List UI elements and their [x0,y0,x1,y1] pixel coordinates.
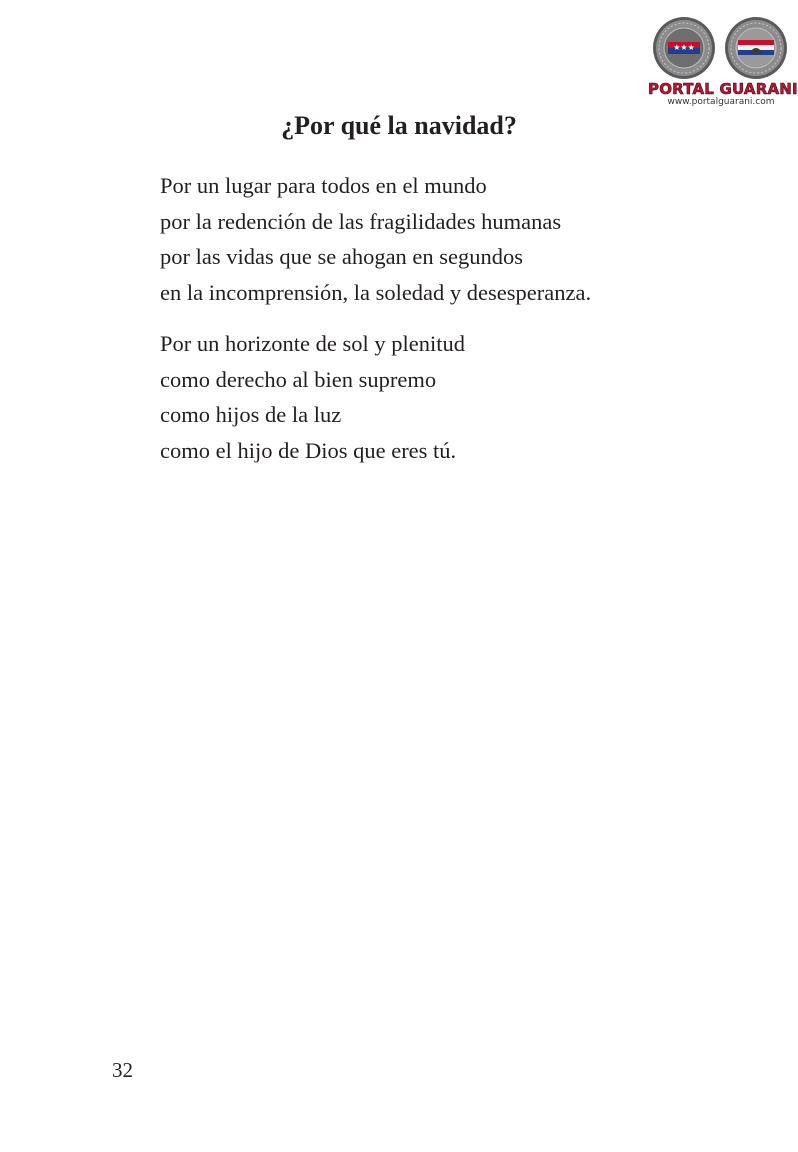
page-number: 32 [112,1058,133,1082]
stanza [160,168,720,310]
poem-line: Por un lugar para todos en el mundo [160,173,487,198]
poem-line: en la incomprensión, la soledad y desesperanza. [160,279,592,305]
svg-text:★★★: ★★★ [673,43,695,52]
stanza [160,326,720,468]
poem-line: como el hijo de Dios que eres tú. [160,437,457,463]
seal-left-icon [652,16,716,80]
logo-brand-text: PORTAL GUARANI [648,80,798,98]
poem-title: ¿Por qué la navidad? [281,111,517,140]
seal-right-icon [724,16,788,80]
poem-line: por la redención de las fragilidades humanas [160,208,562,234]
poem-line: como hijos de la luz [160,402,342,427]
portal-guarani-logo[interactable] [648,14,798,110]
poem-line: por las vidas que se ahogan en segundos [160,244,524,269]
poem-line: Por un horizonte de sol y plenitud [160,331,465,356]
logo-url-text: www.portalguarani.com [667,97,775,107]
poem-line: como derecho al bien supremo [160,366,437,392]
poem-body [160,168,720,484]
